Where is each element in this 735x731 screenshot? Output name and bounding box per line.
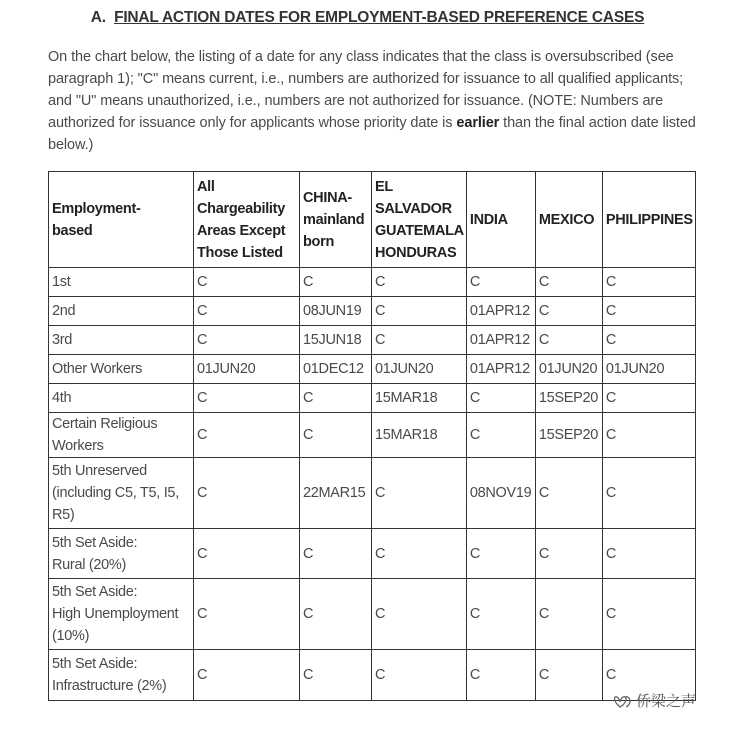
table-cell: C	[602, 268, 695, 297]
heading-title: FINAL ACTION DATES FOR EMPLOYMENT-BASED PREFERENCE CASES	[114, 9, 645, 26]
table-cell: 01APR12	[466, 297, 535, 326]
table-row	[49, 326, 696, 355]
table-row	[49, 384, 696, 413]
table-cell: C	[194, 384, 300, 413]
row-label-line: 5th Set Aside:	[52, 656, 138, 672]
table-cell: 01APR12	[466, 326, 535, 355]
row-label	[49, 268, 194, 297]
table-cell: C	[535, 579, 602, 650]
row-label	[49, 413, 194, 458]
row-label-line: 4th	[52, 390, 72, 406]
column-header-line: All	[197, 178, 215, 195]
table-cell: C	[300, 268, 372, 297]
column-header-line: based	[52, 222, 93, 239]
final-action-dates-table	[48, 171, 696, 701]
table-cell: 01APR12	[466, 355, 535, 384]
table-cell: C	[602, 529, 695, 579]
table-cell: C	[535, 268, 602, 297]
row-label	[49, 529, 194, 579]
column-header-line: mainland	[303, 211, 365, 228]
table-cell: 15SEP20	[535, 413, 602, 458]
column-header	[300, 172, 372, 268]
table-cell: C	[194, 297, 300, 326]
table-cell: C	[602, 579, 695, 650]
table-cell: C	[194, 326, 300, 355]
row-label	[49, 384, 194, 413]
intro-paragraph	[48, 46, 698, 156]
row-label-line: 2nd	[52, 303, 76, 319]
column-header	[49, 172, 194, 268]
column-header-line: Areas Except	[197, 222, 286, 239]
table-cell: C	[372, 579, 467, 650]
table-row	[49, 579, 696, 650]
table-row	[49, 458, 696, 529]
column-header	[602, 172, 695, 268]
table-cell: C	[300, 579, 372, 650]
table-cell: C	[300, 413, 372, 458]
table-cell: 01DEC12	[300, 355, 372, 384]
table-cell: 08JUN19	[300, 297, 372, 326]
table-cell: 08NOV19	[466, 458, 535, 529]
column-header-line: MEXICO	[538, 211, 595, 228]
table-cell: 01JUN20	[194, 355, 300, 384]
wechat-channel-icon	[614, 693, 632, 709]
table-cell: C	[300, 650, 372, 701]
table-cell: C	[194, 268, 300, 297]
table-cell: C	[372, 268, 467, 297]
table-cell: 01JUN20	[602, 355, 695, 384]
table-cell: C	[466, 579, 535, 650]
column-header-line: INDIA	[469, 211, 508, 228]
table-cell: C	[466, 384, 535, 413]
table-cell: 01JUN20	[372, 355, 467, 384]
table-row	[49, 268, 696, 297]
table-cell: C	[466, 268, 535, 297]
table-cell: C	[372, 650, 467, 701]
heading-prefix: A.	[90, 9, 115, 26]
row-label	[49, 650, 194, 701]
column-header-line: GUATEMALA	[375, 222, 464, 239]
section-heading	[0, 9, 735, 27]
column-header-line: Employment-	[52, 200, 141, 217]
table-body	[49, 268, 696, 701]
column-header	[535, 172, 602, 268]
table-cell: C	[535, 650, 602, 701]
row-label-line: 5th Unreserved	[52, 463, 147, 479]
table-cell: C	[466, 650, 535, 701]
row-label-line: 5th Set Aside:	[52, 534, 138, 551]
table-cell: C	[535, 326, 602, 355]
table-cell: C	[602, 458, 695, 529]
table-cell: C	[194, 458, 300, 529]
table-cell: C	[602, 297, 695, 326]
table-cell: 01JUN20	[535, 355, 602, 384]
watermark	[614, 690, 696, 711]
column-header-line: CHINA-	[303, 189, 352, 206]
column-header-line: SALVADOR	[375, 200, 452, 217]
row-label-line: (including C5, T5, I5,	[52, 485, 179, 501]
row-label-line: Certain Religious	[52, 416, 158, 432]
table-cell: C	[194, 529, 300, 579]
column-header-line: born	[303, 233, 335, 250]
table-cell: 15SEP20	[535, 384, 602, 413]
table-cell: C	[602, 650, 695, 701]
column-header	[466, 172, 535, 268]
table-cell: C	[535, 458, 602, 529]
table-header-row	[49, 172, 696, 268]
row-label-line: Other Workers	[52, 361, 143, 377]
column-header-line: PHILIPPINES	[605, 211, 693, 228]
watermark-text: 侨梁之声	[636, 692, 697, 710]
table-cell: C	[466, 529, 535, 579]
table-row	[49, 297, 696, 326]
table-row	[49, 650, 696, 701]
row-label	[49, 579, 194, 650]
table-cell: C	[372, 297, 467, 326]
table-cell: C	[602, 413, 695, 458]
table-row	[49, 355, 696, 384]
table-cell: C	[602, 326, 695, 355]
row-label-line: Rural (20%)	[52, 556, 127, 573]
row-label-line: R5)	[52, 507, 75, 523]
row-label	[49, 326, 194, 355]
table-cell: C	[372, 326, 467, 355]
column-header-line: Those Listed	[197, 244, 283, 261]
intro-text-2: than the final action date listed below.)	[48, 115, 696, 153]
table-cell: C	[535, 297, 602, 326]
column-header-line: EL	[375, 178, 393, 195]
table-cell: C	[300, 529, 372, 579]
column-header-line: HONDURAS	[375, 244, 457, 261]
row-label	[49, 355, 194, 384]
table-row	[49, 413, 696, 458]
table-cell: C	[194, 579, 300, 650]
column-header	[372, 172, 467, 268]
table-cell: 15JUN18	[300, 326, 372, 355]
table-cell: C	[300, 384, 372, 413]
row-label-line: Infrastructure (2%)	[52, 678, 167, 694]
intro-bold: earlier	[456, 115, 500, 131]
row-label-line: 3rd	[52, 332, 73, 348]
intro-text-1: On the chart below, the listing of a date for any class indicates that the class is oversubscribed (see paragraph 1); "C" means current, i.e., numbers are authorized for issuance to all qualified applicants; and "U" means unauthorized, i.e., numbers are not authorized for issuance. (NOTE: Numbers are authorized for issuance only for applicants whose priority date is	[48, 49, 684, 131]
row-label	[49, 458, 194, 529]
row-label	[49, 297, 194, 326]
row-label-line: High Unemployment	[52, 606, 179, 622]
table-cell: C	[372, 458, 467, 529]
table-row	[49, 529, 696, 579]
table-cell: C	[602, 384, 695, 413]
row-label-line: Workers	[52, 438, 104, 454]
table-cell: C	[466, 413, 535, 458]
row-label-line: (10%)	[52, 628, 90, 644]
table-cell: 22MAR15	[300, 458, 372, 529]
table-cell: 15MAR18	[372, 384, 467, 413]
table-cell: C	[194, 650, 300, 701]
row-label-line: 1st	[52, 274, 71, 290]
table-cell: 15MAR18	[372, 413, 467, 458]
column-header-line: Chargeability	[197, 200, 285, 217]
table-cell: C	[535, 529, 602, 579]
table-cell: C	[194, 413, 300, 458]
row-label-line: 5th Set Aside:	[52, 584, 138, 600]
column-header	[194, 172, 300, 268]
table-cell: C	[372, 529, 467, 579]
